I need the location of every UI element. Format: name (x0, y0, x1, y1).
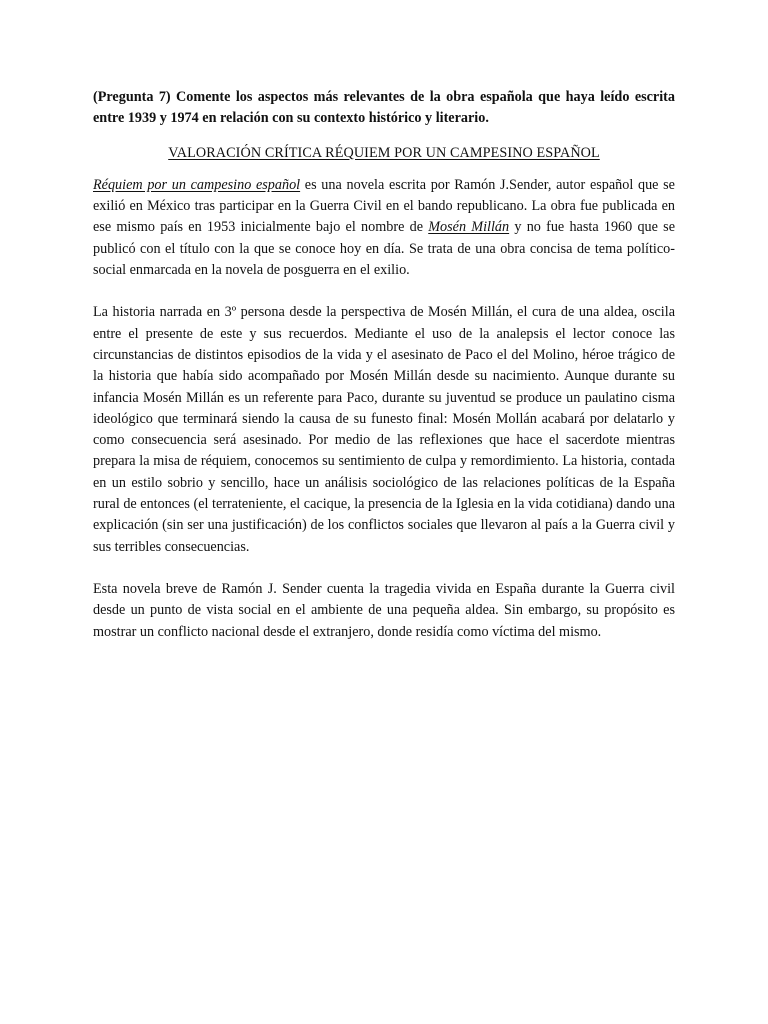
paragraph-introduction (93, 175, 675, 281)
original-title-reference: Mosén Millán (428, 219, 510, 236)
paragraph-introduction-text-a: es una novela escrita por Ramón J.Sender, autor español que se exilió en México tras participar en la Guerra Civil en el bando republicano. La obra fue publicada en ese mismo país en 1953 inicialmente bajo el nombre de (93, 176, 675, 236)
exam-question: (Pregunta 7) Comente los aspectos más relevantes de la obra española que haya leído escrita entre 1939 y 1974 en relación con su contexto histórico y literario. (93, 89, 675, 127)
paragraph-conclusion: Esta novela breve de Ramón J. Sender cuenta la tragedia vivida en España durante la Guerra civil desde un punto de vista social en el ambiente de una pequeña aldea. Sin embargo, su propósito es mostrar un conflicto nacional desde el extranjero, donde residía como víctima del mismo. (93, 580, 675, 640)
book-title-reference: Réquiem por un campesino español (93, 176, 301, 193)
paragraph-analysis: La historia narrada en 3º persona desde la perspectiva de Mosén Millán, el cura de una aldea, oscila entre el presente de este y sus recuerdos. Mediante el uso de la analepsis el lector conoce las circunstancias de distintos episodios de la vida y el asesinato de Paco el del Molino, héroe trágico de la historia que había sido acompañado por Mosén Millán desde su nacimiento. Aunque durante su infancia Mosén Millán es un referente para Paco, durante su juventud se produce un paulatino cisma ideológico que terminará siendo la causa de su funesto final: Mosén Mollán acabará por delatarlo y como consecuencia será asesinado. Por medio de las reflexiones que hace el sacerdote mientras prepara la misa de réquiem, conocemos su sentimiento de culpa y remordimiento. La historia, contada en un estilo sobrio y sencillo, hace un análisis sociológico de las relaciones políticas de la España rural de entonces (el terrateniente, el cacique, la presencia de la Iglesia en la vida cotidiana) dando una explicación (sin ser una justificación) de los conflictos sociales que llevaron al país a la Guerra civil y sus terribles consecuencias. (93, 304, 675, 555)
document-page (93, 87, 675, 643)
paragraph-introduction-text-b: y no fue hasta 1960 que se publicó con el título con la que se conoce hoy en día. Se trata de una obra concisa de tema político-social enmarcada en la novela de posguerra en el exilio. (93, 219, 675, 279)
essay-title: VALORACIÓN CRÍTICA RÉQUIEM POR UN CAMPESINO ESPAÑOL (168, 144, 600, 161)
